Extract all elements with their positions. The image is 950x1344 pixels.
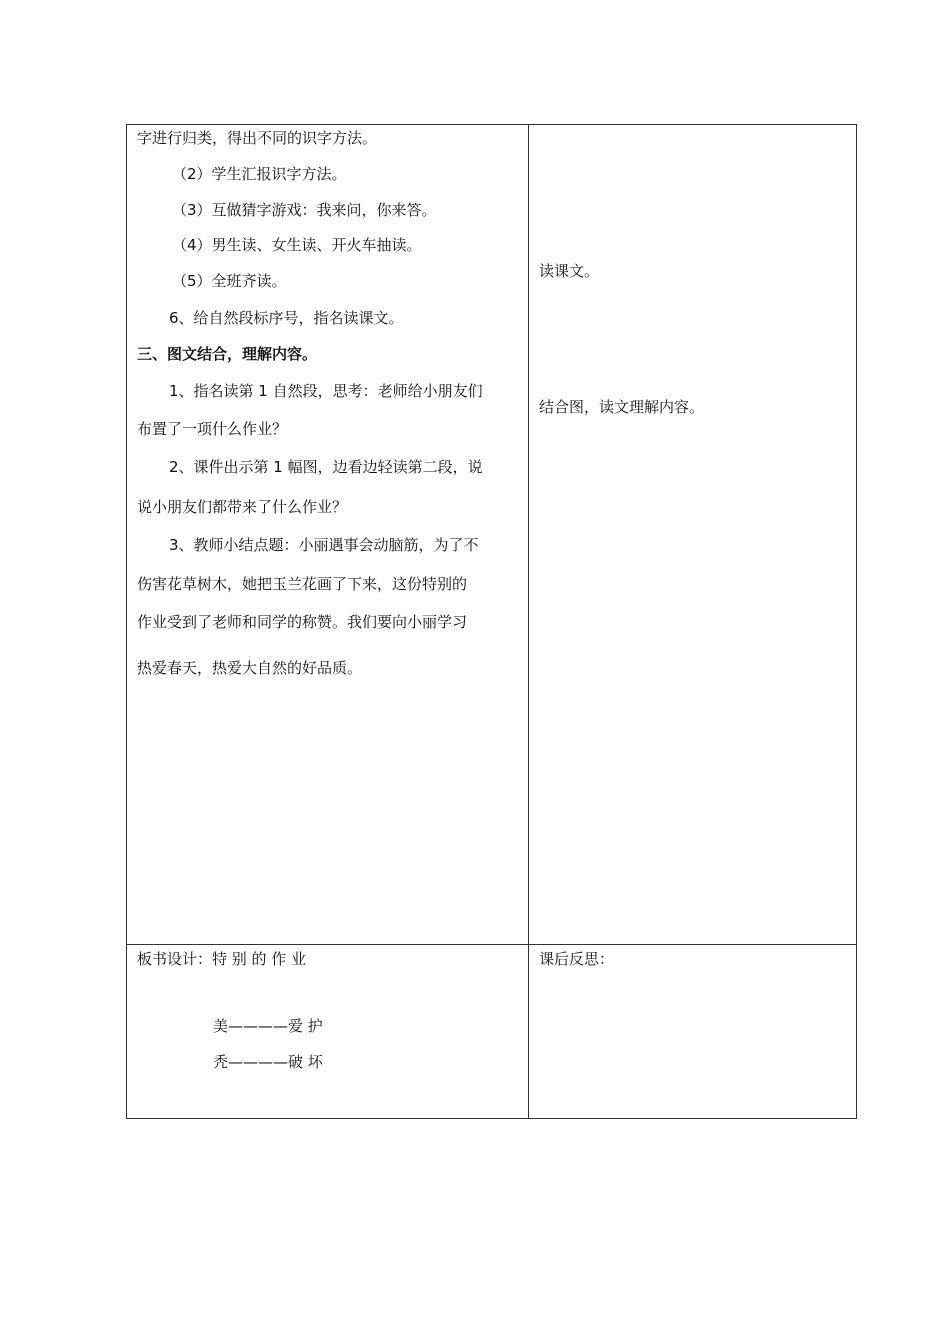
- lesson-step: 2、课件出示第 1 幅图，边看边轻读第二段，说: [169, 458, 483, 476]
- lesson-step: 伤害花草树木，她把玉兰花画了下来，这份特别的: [137, 575, 468, 593]
- student-activity-cell: [529, 125, 856, 944]
- board-row: 美————爱 护: [213, 1017, 323, 1035]
- lesson-step: （5）全班齐读。: [172, 272, 287, 290]
- lesson-step: 字进行归类，得出不同的识字方法。: [137, 129, 378, 147]
- lesson-step: （3）互做猜字游戏：我来问，你来答。: [172, 201, 437, 219]
- activity-note: 结合图，读文理解内容。: [539, 398, 705, 416]
- board-row: 秃————破 坏: [213, 1053, 323, 1071]
- section-heading: 三、图文结合，理解内容。: [137, 345, 318, 363]
- reflection-cell: [529, 945, 856, 1118]
- board-design-cell: [127, 945, 528, 1118]
- activity-note: 读课文。: [539, 262, 600, 280]
- lesson-step: 说小朋友们都带来了什么作业？: [137, 498, 348, 516]
- reflection-label: 课后反思：: [539, 950, 615, 968]
- lesson-step: 1、指名读第 1 自然段，思考：老师给小朋友们: [169, 382, 483, 400]
- lesson-step: 3、教师小结点题：小丽遇事会动脑筋，为了不: [169, 536, 479, 554]
- lesson-step: 布置了一项什么作业？: [137, 420, 288, 438]
- lesson-step: 热爱春天，热爱大自然的好品质。: [137, 659, 363, 677]
- board-design-title: 板书设计：特 别 的 作 业: [137, 950, 307, 968]
- lesson-plan-table: [126, 124, 857, 1119]
- lesson-step: 6、给自然段标序号，指名读课文。: [169, 309, 404, 327]
- teaching-process-cell: [127, 125, 528, 944]
- lesson-step: （2）学生汇报识字方法。: [172, 165, 347, 183]
- lesson-step: （4）男生读、女生读、开火车抽读。: [172, 236, 422, 254]
- lesson-step: 作业受到了老师和同学的称赞。我们要向小丽学习: [137, 613, 468, 631]
